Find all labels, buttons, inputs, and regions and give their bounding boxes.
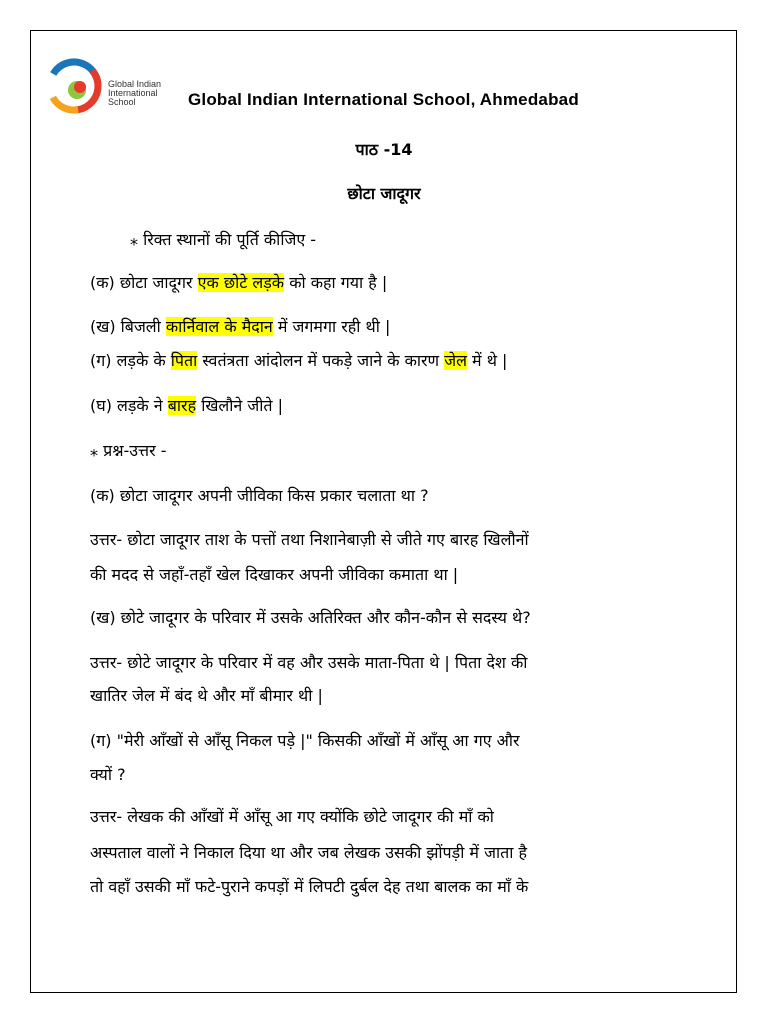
answer-2-line-1: उत्तर- छोटे जादूगर के परिवार में वह और उसके माता-पिता थे | पिता देश की xyxy=(90,653,528,672)
answer-highlight: एक छोटे लड़के xyxy=(197,273,285,292)
lesson-title: छोटा जादूगर xyxy=(347,184,421,203)
fill-blank-3: (ग) लड़के के पिता स्वतंत्रता आंदोलन में पकड़े जाने के कारण जेल में थे | xyxy=(90,351,508,370)
answer-1-line-1: उत्तर- छोटा जादूगर ताश के पत्तों तथा निशानेबाज़ी से जीते गए बारह खिलौनों xyxy=(90,530,529,549)
logo-text: Global Indian International School xyxy=(108,79,162,107)
question-3-line-2: क्यों ? xyxy=(90,765,126,784)
fill-blank-4: (घ) लड़के ने बारह खिलौने जीते | xyxy=(90,396,283,415)
answer-highlight: जेल xyxy=(444,351,467,370)
school-name: Global Indian International School, Ahmedabad xyxy=(188,90,579,109)
lesson-number: पाठ -14 xyxy=(355,140,413,159)
answer-3-line-1: उत्तर- लेखक की आँखों में आँसू आ गए क्योंकि छोटे जादूगर की माँ को xyxy=(90,807,494,826)
question-1: (क) छोटा जादूगर अपनी जीविका किस प्रकार चलाता था ? xyxy=(90,486,429,505)
question-2: (ख) छोटे जादूगर के परिवार में उसके अतिरिक्त और कौन-कौन से सदस्य थे? xyxy=(90,608,531,627)
answer-2-line-2: खातिर जेल में बंद थे और माँ बीमार थी | xyxy=(90,686,323,705)
qa-heading: ⁎ प्रश्न-उत्तर - xyxy=(90,441,167,460)
answer-3-line-2: अस्पताल वालों ने निकाल दिया था और जब लेखक उसकी झोंपड़ी में जाता है xyxy=(90,843,527,862)
answer-highlight: कार्निवाल के मैदान xyxy=(165,317,273,336)
fill-blank-1: (क) छोटा जादूगर एक छोटे लड़के को कहा गया है | xyxy=(90,273,388,292)
question-3-line-1: (ग) "मेरी आँखों से आँसू निकल पड़े |" किसकी आँखों में आँसू आ गए और xyxy=(90,731,520,750)
answer-1-line-2: की मदद से जहाँ-तहाँ खेल दिखाकर अपनी जीविका कमाता था | xyxy=(90,565,459,584)
fill-blank-2: (ख) बिजली कार्निवाल के मैदान में जगमगा रही थी | xyxy=(90,317,391,336)
fill-blanks-heading: ⁎ रिक्त स्थानों की पूर्ति कीजिए - xyxy=(130,230,317,249)
answer-3-line-3: तो वहाँ उसकी माँ फटे-पुराने कपड़ों में लिपटी दुर्बल देह तथा बालक का माँ के xyxy=(90,877,529,896)
answer-highlight: बारह xyxy=(167,396,197,415)
answer-highlight: पिता xyxy=(170,351,198,370)
